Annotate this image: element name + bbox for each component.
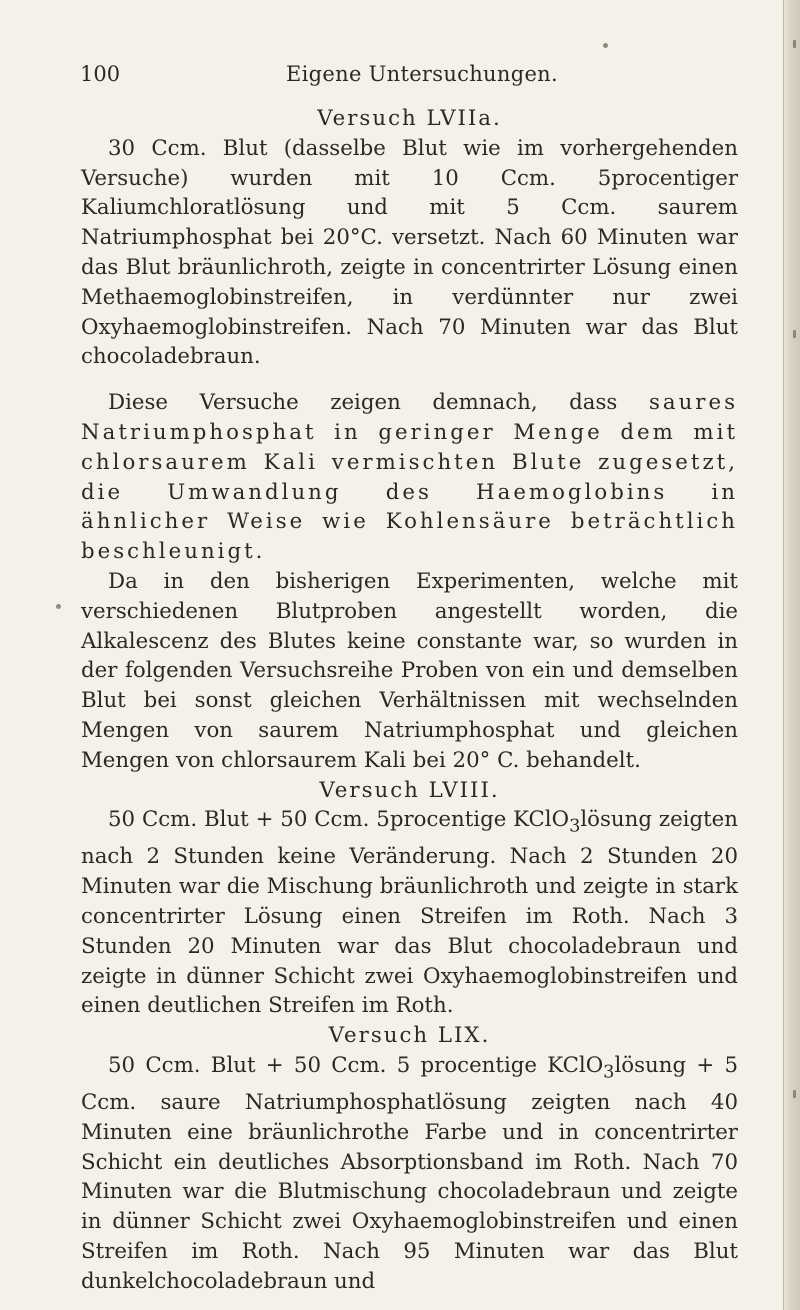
lix-text-rest: lösung + 5 Ccm. saure Natriumphosphatlösung zeigten nach 40 Minuten eine bräunlichrothe Farbe und in concentrirter Schicht ein deutliches Absorptionsband im Roth. Nach 70 Minuten war die Blutmischung chocoladebraun und zeigte in dünner Schicht zwei Oxyhaemoglobinstreifen und einen Streifen im Roth. Nach 95 Minuten war das Blut dunkelchocoladebraun und [81,1052,738,1294]
paper-speck [56,604,61,609]
paragraph-method: Da in den bisherigen Experimenten, welche mit verschiedenen Blutproben angestellt worden, die Alkalescenz des Blutes keine constante war, so wurden in der folgenden Versuchsreihe Proben von ein und demselben Blut bei sonst gleichen Verhältnissen mit wechselnden Mengen von saurem Natriumphosphat und gleichen Mengen von chlorsaurem Kali bei 20° C. behandelt. [81,568,738,773]
paragraph-conclusion [81,388,738,567]
edge-mark [793,40,796,48]
body-text [81,104,738,1297]
lviii-text-start: 50 Ccm. Blut + 50 Ccm. 5procentige KClO [108,807,570,833]
lix-subscript: 3 [603,1062,615,1083]
lviii-text-rest: lösung zeigten nach 2 Stunden keine Veränderung. Nach 2 Stunden 20 Minuten war die Mischung bräunlichroth und zeigte in stark concentrirter Lösung einen Streifen im Roth. Nach 3 Stunden 20 Minuten war das Blut chocoladebraun und zeigte in dünner Schicht zwei Oxyhaemoglobinstreifen und einen deutlichen Streifen im Roth. [81,807,739,1019]
lviii-subscript: 3 [569,816,581,837]
paragraph-versuch-lviia: 30 Ccm. Blut (dasselbe Blut wie im vorhergehenden Versuche) wurden mit 10 Ccm. 5procentiger Kaliumchloratlösung und mit 5 Ccm. saurem Natriumphosphat bei 20°C. versetzt. Nach 60 Minuten war das Blut bräunlichroth, zeigte in concentrirter Lösung einen Methaemoglobinstreifen, in verdünnter nur zwei Oxyhaemoglobinstreifen. Nach 70 Minuten war das Blut chocoladebraun. [81,135,738,370]
paragraph-versuch-lviii [81,805,738,1021]
edge-mark [793,1090,796,1098]
page-number: 100 [80,62,121,86]
heading-versuch-lviia: Versuch LVIIa. [317,106,502,131]
page-header [80,62,730,86]
conclusion-lead: Diese Versuche zeigen demnach, dass [108,390,618,416]
edge-mark [793,330,796,338]
paragraph-versuch-lix [81,1051,738,1297]
lix-text-start: 50 Ccm. Blut + 50 Ccm. 5 procentige KClO [108,1052,604,1078]
heading-versuch-lviii: Versuch LVIII. [319,777,500,803]
page-edge [783,0,800,1310]
paragraph-gap [81,372,738,388]
running-head: Eigene Untersuchungen. [286,62,558,86]
paper-speck [603,43,608,48]
heading-versuch-lix: Versuch LIX. [328,1023,491,1049]
conclusion-emphasis: saures Natriumphosphat in geringer Menge dem mit chlorsaurem Kali vermischten Blute zugesetzt, die Umwandlung des Haemoglobins in ähnlicher Weise wie Kohlensäure beträchtlich beschleunigt. [81,390,738,565]
